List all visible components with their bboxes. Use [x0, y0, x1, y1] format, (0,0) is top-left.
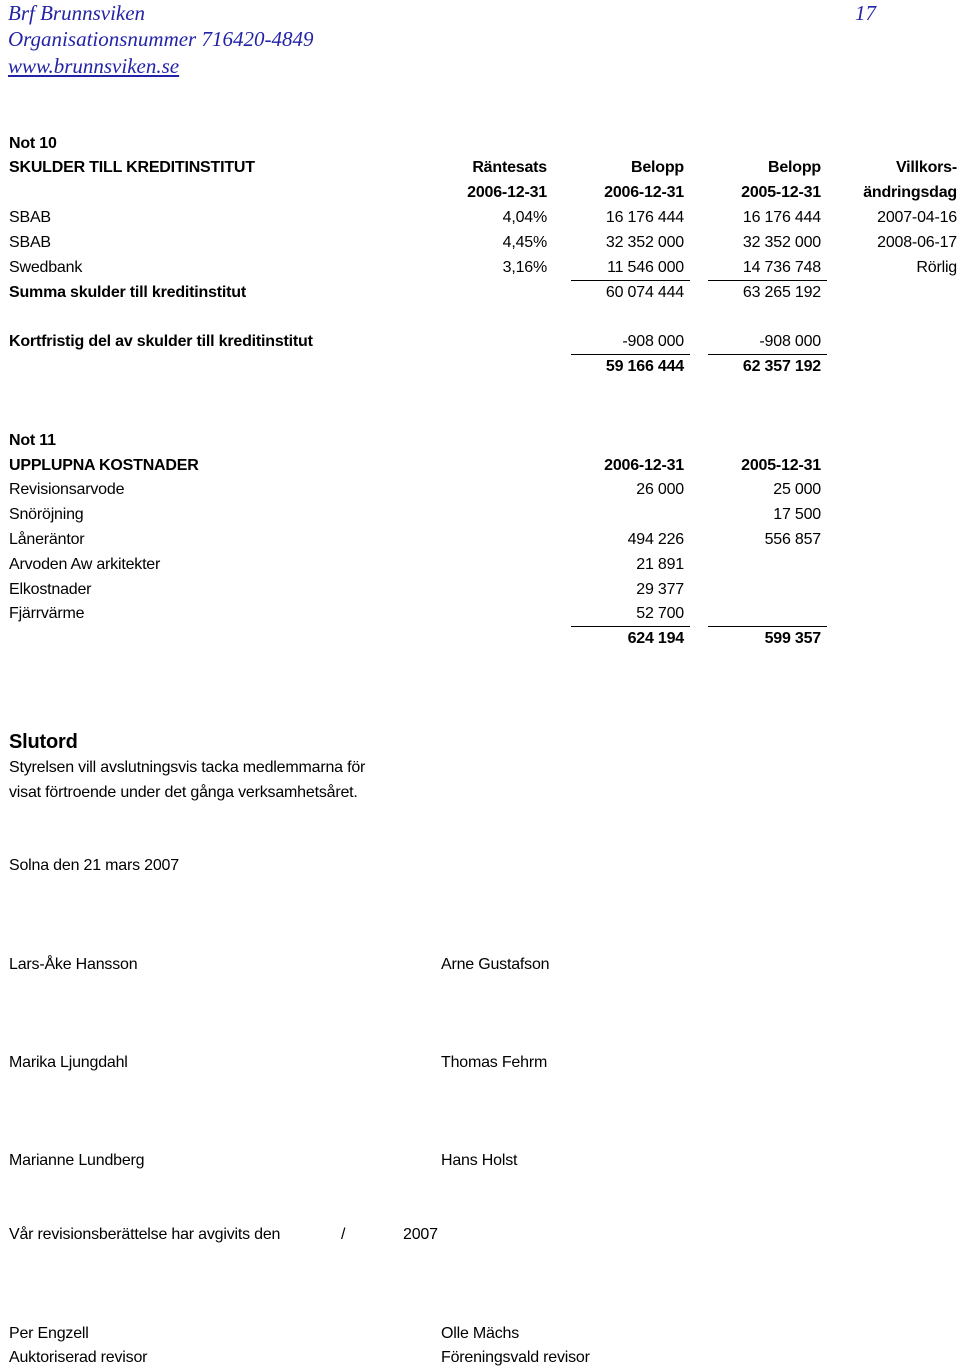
loan-row-rate: 4,45%: [502, 234, 547, 251]
website-link[interactable]: [8, 53, 179, 79]
col-terms-date: ändringsdag: [863, 184, 957, 201]
col-amount-2006-date: 2006-12-31: [604, 184, 684, 201]
signatory-name: Hans Holst: [441, 1152, 518, 1169]
audit-note-slash: /: [341, 1226, 346, 1243]
accrued-col-2005: 2005-12-31: [741, 457, 821, 474]
col-amount-2006-header: Belopp: [630, 159, 684, 176]
accrued-row-name: Snöröjning: [9, 506, 84, 523]
org-number: Organisationsnummer 716420-4849: [8, 27, 314, 51]
net-rule-2005: [708, 354, 827, 355]
audit-note-year: 2007: [403, 1226, 438, 1243]
signatory-name: Arne Gustafson: [441, 956, 550, 973]
col-amount-2005-header: Belopp: [767, 159, 821, 176]
accrued-row-2005: 17 500: [773, 506, 821, 523]
closing-text-line2: visat förtroende under det gånga verksamhetsåret.: [9, 784, 358, 801]
net-amount-2006: 59 166 444: [605, 358, 684, 375]
loan-row-terms-date: 2007-04-16: [877, 209, 957, 226]
accrued-row-2005: 25 000: [773, 481, 821, 498]
sum-amount-2006: 60 074 444: [605, 284, 684, 301]
net-rule-2006: [571, 354, 690, 355]
note-10-heading: SKULDER TILL KREDITINSTITUT: [9, 159, 255, 176]
accrued-row-name: Revisionsarvode: [9, 481, 125, 498]
accrued-row-name: Arvoden Aw arkitekter: [9, 556, 161, 573]
note-10-title: Not 10: [9, 135, 57, 152]
accrued-total-2006: 624 194: [627, 630, 684, 647]
signatory-name: Marika Ljungdahl: [9, 1054, 128, 1071]
col-terms-header: Villkors-: [895, 159, 957, 176]
loan-row-amount-2005: 16 176 444: [742, 209, 821, 226]
auditor-name: Olle Mächs: [441, 1325, 520, 1342]
col-rate-header: Räntesats: [472, 159, 547, 176]
sum-amount-2005: 63 265 192: [742, 284, 821, 301]
loan-row-amount-2005: 14 736 748: [742, 259, 821, 276]
note-11-title: Not 11: [9, 432, 56, 449]
auditor-role: Auktoriserad revisor: [9, 1349, 148, 1366]
col-rate-date: 2006-12-31: [467, 184, 547, 201]
loan-row-amount-2006: 11 546 000: [607, 259, 684, 276]
closing-text-line1: Styrelsen vill avslutningsvis tacka medlemmarna för: [9, 759, 366, 776]
page-number: 17: [855, 1, 876, 25]
loan-row-rate: 4,04%: [502, 209, 547, 226]
accrued-col-2006: 2006-12-31: [604, 457, 684, 474]
loan-row-terms-date: 2008-06-17: [877, 234, 957, 251]
short-term-amount-2006: -908 000: [622, 333, 684, 350]
accrued-row-name: Elkostnader: [9, 581, 92, 598]
signatory-name: Marianne Lundberg: [9, 1152, 145, 1169]
sum-label: Summa skulder till kreditinstitut: [9, 284, 247, 301]
auditor-name: Per Engzell: [9, 1325, 89, 1342]
loan-row-amount-2006: 16 176 444: [605, 209, 684, 226]
loan-row-name: SBAB: [9, 234, 51, 251]
accrued-row-2006: 494 226: [627, 531, 684, 548]
short-term-amount-2005: -908 000: [759, 333, 821, 350]
loan-row-terms-date: Rörlig: [916, 259, 957, 276]
loan-row-amount-2005: 32 352 000: [742, 234, 821, 251]
accrued-total-rule-2006: [571, 626, 690, 627]
audit-note-text: Vår revisionsberättelse har avgivits den: [9, 1226, 281, 1243]
accrued-row-name: Låneräntor: [9, 531, 85, 548]
loan-row-name: SBAB: [9, 209, 51, 226]
col-amount-2005-date: 2005-12-31: [741, 184, 821, 201]
signatory-name: Lars-Åke Hansson: [9, 956, 138, 973]
short-term-label: Kortfristig del av skulder till kreditinstitut: [9, 333, 313, 350]
sum-rule-2005: [708, 280, 827, 281]
note-11-heading: UPPLUPNA KOSTNADER: [9, 457, 199, 474]
accrued-row-name: Fjärrvärme: [9, 605, 85, 622]
org-name: Brf Brunnsviken: [8, 1, 146, 25]
signatory-name: Thomas Fehrm: [441, 1054, 548, 1071]
loan-row-rate: 3,16%: [502, 259, 547, 276]
accrued-row-2006: 29 377: [636, 581, 684, 598]
accrued-row-2006: 26 000: [636, 481, 684, 498]
accrued-row-2006: 52 700: [636, 605, 684, 622]
loan-row-amount-2006: 32 352 000: [605, 234, 684, 251]
sum-rule-2006: [571, 280, 690, 281]
accrued-total-rule-2005: [708, 626, 827, 627]
accrued-total-2005: 599 357: [764, 630, 821, 647]
loan-row-name: Swedbank: [9, 259, 83, 276]
place-date: Solna den 21 mars 2007: [9, 857, 179, 874]
accrued-row-2006: 21 891: [636, 556, 684, 573]
net-amount-2005: 62 357 192: [742, 358, 821, 375]
auditor-role: Föreningsvald revisor: [441, 1349, 590, 1366]
closing-title: Slutord: [9, 731, 78, 753]
accrued-row-2005: 556 857: [764, 531, 821, 548]
website-link-text[interactable]: www.brunnsviken.se: [8, 54, 180, 78]
